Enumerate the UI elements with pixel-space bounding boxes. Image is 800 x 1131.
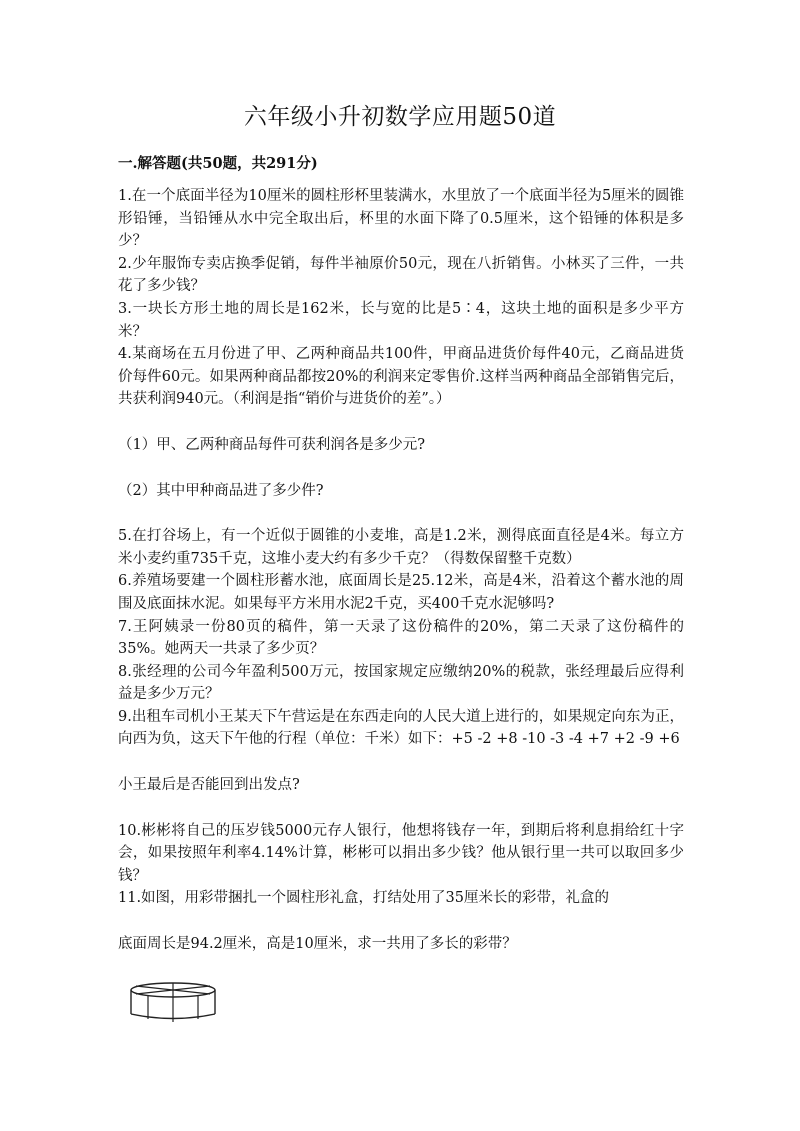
question-9-part-1: 小王最后是否能回到出发点? [118, 777, 300, 794]
question-8: 8.张经理的公司今年盈利500万元，按国家规定应缴纳20%的税款，张经理最后应得利益是多少万元？ [118, 663, 684, 703]
question-10: 10.彬彬将自己的压岁钱5000元存人银行，他想将钱存一年，到期后将利息捐给红十字会，如果按照年利率4.14%计算，彬彬可以捐出多少钱？他从银行里一共可以取回多少钱？ [118, 822, 684, 884]
question-11-continued: 底面周长是94.2厘米，高是10厘米，求一共用了多长的彩带？ [118, 936, 517, 953]
question-4-part-1: （1）甲、乙两种商品每件可获利润各是多少元? [118, 436, 425, 453]
section-heading: 一.解答题(共50题，共291分) [118, 155, 318, 172]
question-7: 7.王阿姨录一份80页的稿件，第一天录了这份稿件的20%，第二天录了这份稿件的35%。她两天一共录了多少页？ [118, 618, 684, 658]
question-6: 6.养殖场要建一个圆柱形蓄水池，底面周长是25.12米，高是4米，沿着这个蓄水池的周围及底面抹水泥。如果每平方米用水泥2千克，买400千克水泥够吗? [118, 573, 684, 612]
page-title: 六年级小升初数学应用题50道 [243, 104, 557, 130]
cylinder-gift-box-icon [128, 981, 218, 1023]
question-9: 9.出租车司机小王某天下午营运是在东西走向的人民大道上进行的，如果规定向东为正，向西为负，这天下午他的行程（单位：千米）如下：+5 -2 +8 -10 -3 -4 +7 +2 -9 +6 [118, 708, 684, 748]
question-1: 1.在一个底面半径为10厘米的圆柱形杯里装满水，水里放了一个底面半径为5厘米的圆锥形铅锤，当铅锤从水中完全取出后，杯里的水面下降了0.5厘米，这个铅锤的体积是多少？ [118, 188, 684, 250]
question-11: 11.如图，用彩带捆扎一个圆柱形礼盒，打结处用了35厘米长的彩带，礼盒的 [118, 890, 610, 907]
question-4-part-2: （2）其中甲种商品进了多少件? [118, 482, 324, 499]
question-4: 4.某商场在五月份进了甲、乙两种商品共100件，甲商品进货价每件40元，乙商品进货价每件60元。如果两种商品都按20%的利润来定零售价.这样当两种商品全部销售完后，共获利润940元。（利润是指“销价与进货价的差”。） [118, 346, 684, 408]
question-list [118, 185, 684, 956]
question-5: 5.在打谷场上，有一个近似于圆锥的小麦堆，高是1.2米，测得底面直径是4米。每立方米小麦约重735千克，这堆小麦大约有多少千克？（得数保留整千克数） [118, 528, 684, 567]
question-3: 3.一块长方形土地的周长是162米，长与宽的比是5∶4，这块土地的面积是多少平方米？ [118, 300, 684, 340]
question-2: 2.少年服饰专卖店换季促销，每件半袖原价50元，现在八折销售。小林买了三件，一共花了多少钱？ [118, 255, 684, 295]
